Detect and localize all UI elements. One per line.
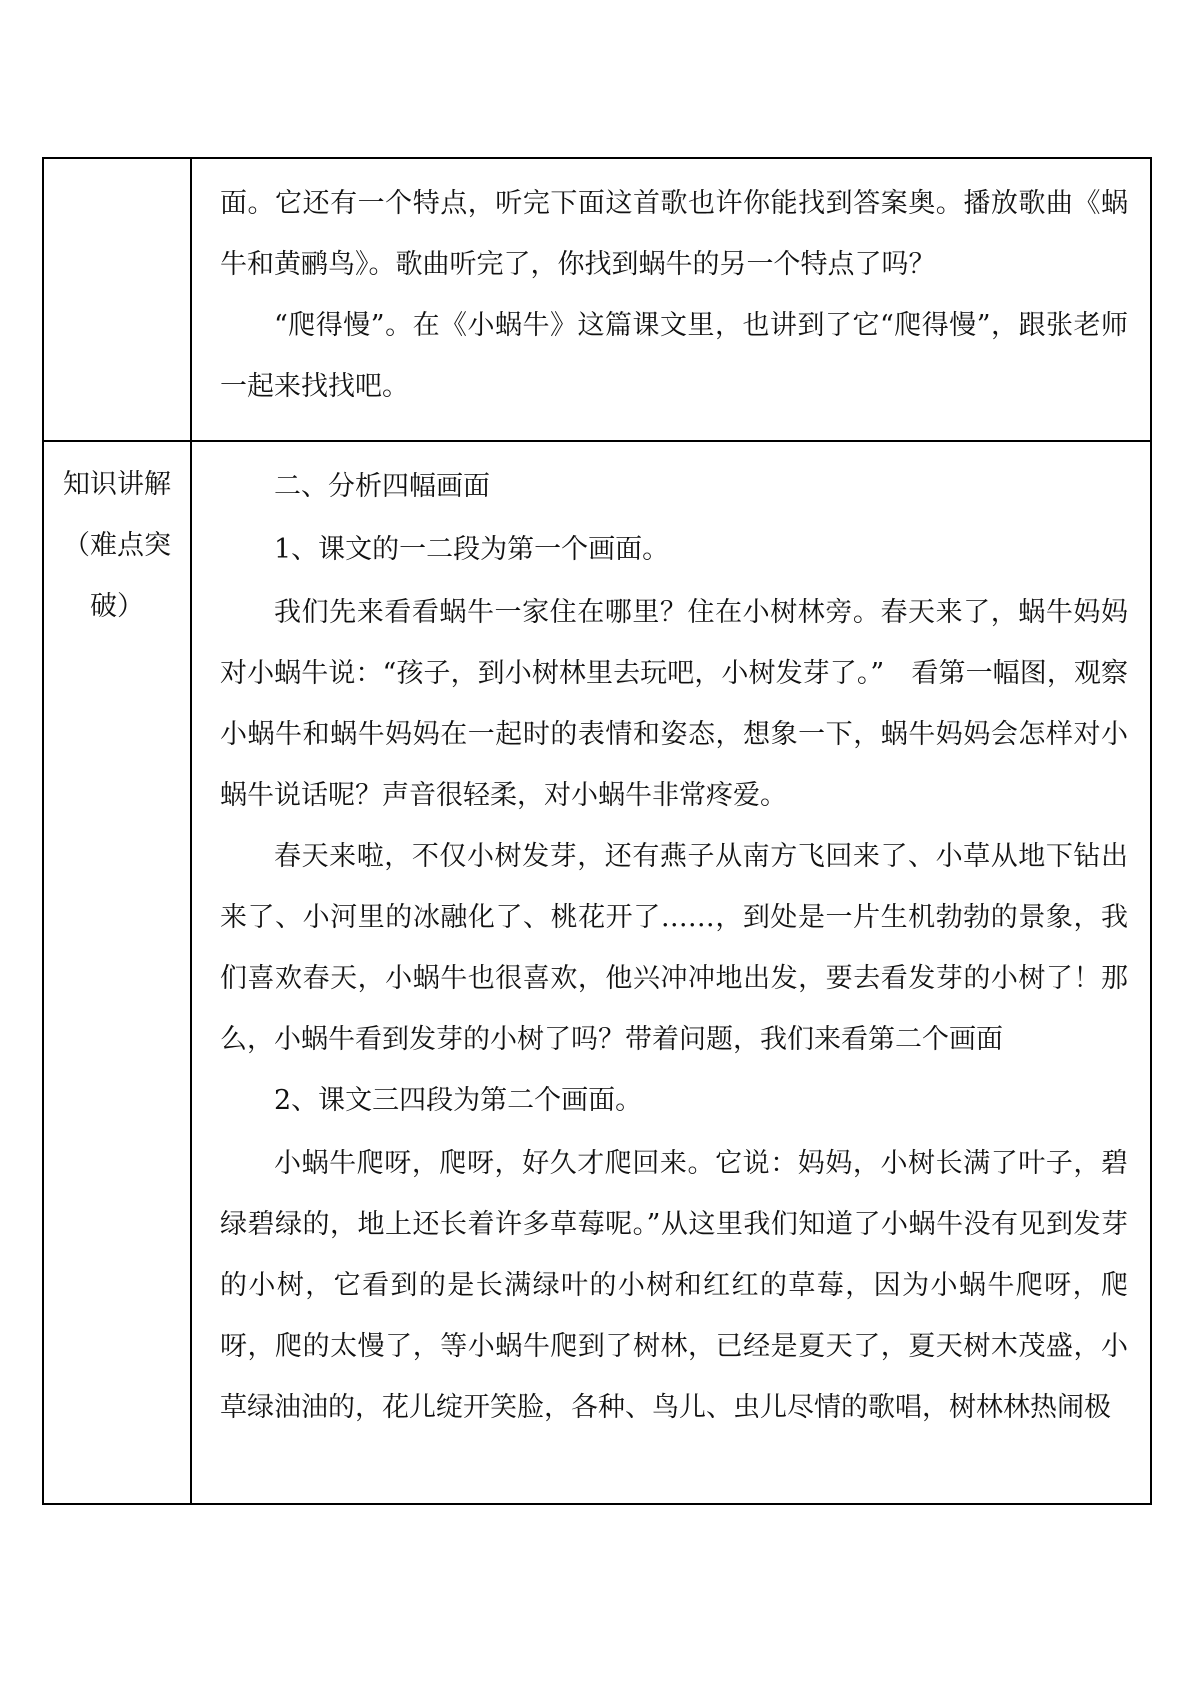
paragraph-song-intro: 面。它还有一个特点，听完下面这首歌也许你能找到答案奥。播放歌曲《蜗牛和黄鹂鸟》。歌曲听完了，你找到蜗牛的另一个特点了吗？: [220, 188, 1128, 280]
label-line-3: 破）: [90, 591, 144, 622]
paragraph-scene-2: 小蜗牛爬呀，爬呀，好久才爬回来。它说：妈妈，小树长满了叶子，碧绿碧绿的，地上还长着许多草莓呢。”从这里我们知道了小蜗牛没有见到发芽的小树，它看到的是长满绿叶的小树和红红的草莓，因为小蜗牛爬呀，爬呀，爬的太慢了，等小蜗牛爬到了树林，已经是夏天了，夏天树木茂盛，小草绿油油的，花儿绽开笑脸，各种、鸟儿、虫儿尽情的歌唱，树林林热闹极: [220, 1148, 1128, 1423]
paragraph-scene-1: 我们先来看看蜗牛一家住在哪里？住在小树林旁。春天来了，蜗牛妈妈对小蜗牛说：“孩子，到小树林里去玩吧，小树发芽了。” 看第一幅图，观察小蜗牛和蜗牛妈妈在一起时的表情和姿态，想象一下，蜗牛妈妈会怎样对小蜗牛说话呢？声音很轻柔，对小蜗牛非常疼爱。: [220, 597, 1128, 811]
lesson-plan-table: [42, 157, 1152, 1505]
label-line-1: 知识讲解: [63, 469, 171, 500]
table-row-knowledge: [43, 441, 1151, 1504]
table-row-continuation: [43, 158, 1151, 441]
label-line-2: （难点突: [63, 530, 171, 561]
paragraph-crawls-slowly: “爬得慢”。在《小蜗牛》这篇课文里，也讲到了它“爬得慢”，跟张老师一起来找找吧。: [220, 310, 1128, 402]
subheading-scene-2: 2、课文三四段为第二个画面。: [274, 1085, 643, 1116]
row-label-empty: [43, 158, 191, 441]
row-content-continuation: [191, 158, 1151, 441]
row-content-knowledge: [191, 441, 1151, 1504]
row-label-knowledge: [43, 441, 191, 1504]
section-heading: 二、分析四幅画面: [274, 471, 490, 502]
paragraph-spring: 春天来啦，不仅小树发芽，还有燕子从南方飞回来了、小草从地下钻出来了、小河里的冰融化了、桃花开了……，到处是一片生机勃勃的景象，我们喜欢春天，小蜗牛也很喜欢，他兴冲冲地出发，要去看发芽的小树了！那么，小蜗牛看到发芽的小树了吗？带着问题，我们来看第二个画面: [220, 841, 1128, 1055]
subheading-scene-1: 1、课文的一二段为第一个画面。: [274, 534, 670, 565]
